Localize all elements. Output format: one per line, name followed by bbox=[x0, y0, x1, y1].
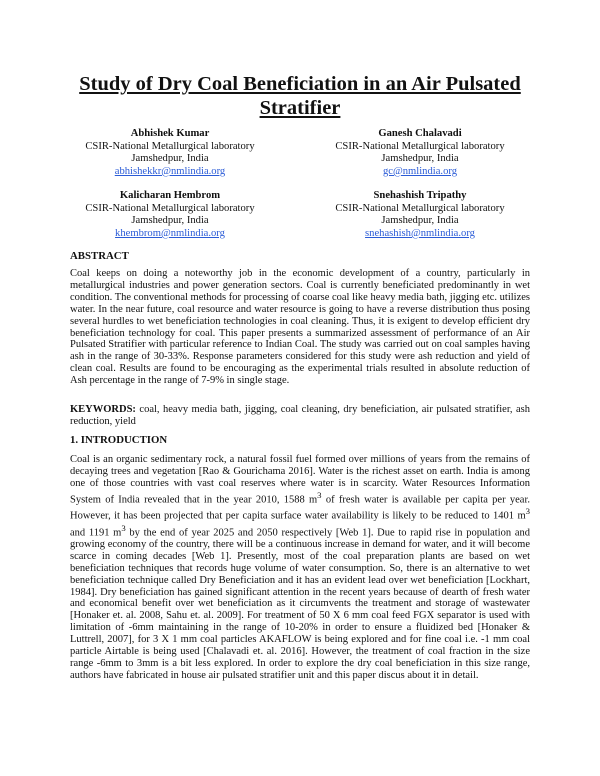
author-name: Kalicharan Hembrom bbox=[119, 190, 221, 201]
author-name: Snehashish Tripathy bbox=[373, 190, 467, 201]
author-block-1 bbox=[50, 128, 290, 178]
keywords-label: KEYWORDS: bbox=[70, 404, 136, 415]
author-block-2 bbox=[300, 128, 540, 178]
author-block-3 bbox=[50, 190, 290, 240]
author-affiliation: CSIR-National Metallurgical laboratory bbox=[335, 202, 505, 214]
author-name: Abhishek Kumar bbox=[130, 128, 210, 139]
keywords-text: coal, heavy media bath, jigging, coal cleaning, dry beneficiation, air pulsated stratifier, ash reduction, yield bbox=[70, 404, 530, 427]
author-name: Ganesh Chalavadi bbox=[378, 128, 462, 139]
author-location: Jamshedpur, India bbox=[381, 215, 459, 227]
author-block-4 bbox=[300, 190, 540, 240]
author-location: Jamshedpur, India bbox=[131, 215, 209, 227]
intro-text-segment: by the end of year 2025 and 2050 respectively [Web 1]. Due to rapid rise in population and growing economy of the country, there will be a continuous increase in demand for water, and it will become scarce in coming decades [Web 1]. Presently, most of the coal preparation plants are based on wet beneficiation techniques that records huge volume of water consumption. So, there is an alternative to wet beneficiation technique called Dry Beneficiation and it has an evident lead over wet beneficiation [Lockhart, 1984]. Dry beneficiation has gained significant attention in the recent years because of dearth of fresh water and economical benefit over wet beneficiation as it circumvents the treatment and storage of wastewater [Honaker et. al. 2008, Sahu et. al. 2009]. For treatment of 50 X 6 mm coal feed FGX separator is used with limitation of -6mm maintaining in the range of 10-20% in order to ensure a fluidized bed [Honaker & Luttrell, 2007], for 3 X 1 mm coal particles AKAFLOW is being explored and for fine coal i.e. -1 mm coal particle Airtable is being used [Chalavadi et. al. 2016]. However, the treatment of coal fraction in the size range -6mm to 3mm is a bit less explored. In order to explore the dry coal beneficiation in this size range, authors have fabricated in house air pulsated stratifier unit and this paper discus about it in detail. bbox=[70, 527, 530, 681]
introduction-heading: 1. INTRODUCTION bbox=[70, 434, 168, 446]
author-email-link[interactable]: gc@nmlindia.org bbox=[383, 165, 457, 177]
abstract-body: Coal keeps on doing a noteworthy job in the economic development of a country, particularly in metallurgical industries and power generation sectors. Coal is currently beneficiated predominantly in wet condition. The conventional methods for processing of coarse coal like heavy media bath, jigging etc. utilizes water. In the near future, coal resource and water resource is going to have a reverse distribution thus posing several hurdles to wet beneficiation technologies in coal cleaning. Thus, it is exigent to develop efficient dry beneficiation technology for coal. This paper presents a summarized assessment of performance of an Air Pulsated Stratifier with particular reference to Indian Coal. The study was carried out on coal samples having ash in the range of 30-33%. Response parameters considered for this study were ash reduction and yield of clean coal. Results are found to be encouraging as the experimental trials resulted in absolute reduction of Ash percentage in the range of 7-9% in single stage. bbox=[70, 268, 530, 387]
author-email-link[interactable]: snehashish@nmlindia.org bbox=[365, 227, 475, 239]
author-email-link[interactable]: abhishekkr@nmlindia.org bbox=[114, 165, 226, 177]
intro-text-segment: and 1191 m bbox=[70, 527, 122, 539]
keywords-paragraph bbox=[70, 404, 530, 428]
superscript: 3 bbox=[317, 489, 322, 500]
author-email-link[interactable]: khembrom@nmlindia.org bbox=[115, 227, 225, 239]
author-location: Jamshedpur, India bbox=[381, 153, 459, 165]
abstract-heading: ABSTRACT bbox=[70, 250, 129, 262]
author-affiliation: CSIR-National Metallurgical laboratory bbox=[85, 140, 255, 152]
author-affiliation: CSIR-National Metallurgical laboratory bbox=[85, 202, 255, 214]
author-location: Jamshedpur, India bbox=[131, 153, 209, 165]
paper-title: Study of Dry Coal Beneficiation in an Air Pulsated Stratifier bbox=[79, 73, 521, 119]
superscript: 3 bbox=[525, 506, 530, 517]
author-affiliation: CSIR-National Metallurgical laboratory bbox=[335, 140, 505, 152]
superscript: 3 bbox=[121, 522, 126, 533]
intro-text-segment: Coal is an organic sedimentary rock, a natural fossil fuel formed over millions of years from the remains of decaying trees and vegetation [Rao & Gourichama 2016]. Water is the richest asset on earth. India is among one of those countries with vast coal reserves where water is in scarcity. Water Resources Information System of India revealed that in the year 2010, 1588 m bbox=[70, 454, 530, 506]
introduction-body bbox=[70, 454, 530, 682]
intro-text-segment: of fresh water is available per capita per year. However, it has been projected that per capita surface water availability is likely to be reduced to 1401 m bbox=[70, 494, 530, 522]
